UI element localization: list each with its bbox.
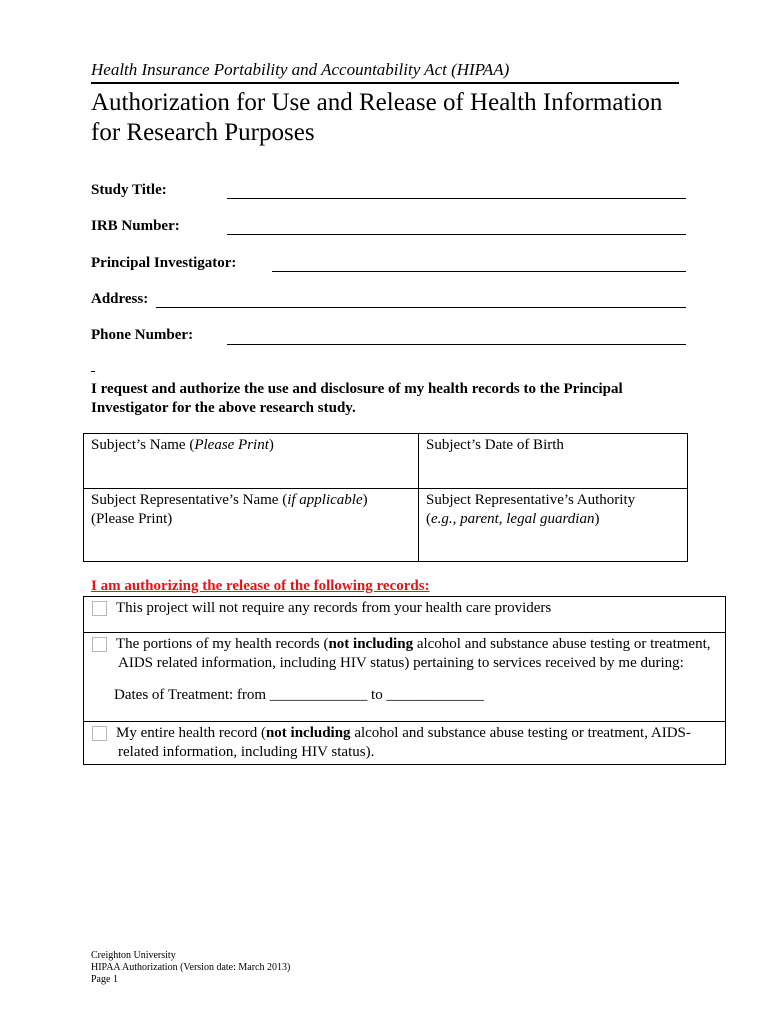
record-option-entire-label-end: alcohol and substance abuse testing or treatment, AIDS-	[350, 725, 691, 741]
irb-number-field[interactable]	[227, 234, 686, 235]
record-option-none-checkbox[interactable]	[92, 601, 107, 616]
study-title-label: Study Title:	[91, 182, 167, 198]
footer-version: HIPAA Authorization (Version date: March 2013)	[91, 962, 291, 973]
principal-investigator-label: Principal Investigator:	[91, 255, 237, 271]
address-label: Address:	[91, 291, 149, 307]
representative-authority-label: Subject Representative’s Authority	[426, 492, 636, 508]
record-option-entire-label-line-2: related information, including HIV status).	[118, 744, 375, 760]
record-option-entire-label-start: My entire health record (	[116, 725, 266, 741]
authorization-statement	[91, 380, 691, 418]
phone-number-label: Phone Number:	[91, 327, 194, 343]
representative-name-cell[interactable]: Subject Representative’s Name (if applicable) (Please Print)	[84, 489, 419, 562]
subject-name-instruction: Please Print	[194, 437, 269, 453]
record-option-entire-exclusion: not including	[265, 725, 351, 741]
record-option-portions-label-line-2: AIDS related information, including HIV status) pertaining to services received by me during:	[118, 655, 684, 671]
authorization-statement-line-2: Investigator for the above research study.	[91, 400, 356, 416]
study-title-field[interactable]	[227, 198, 686, 199]
page-title-line-2: for Research Purposes	[91, 119, 315, 146]
representative-authority-examples: e.g., parent, legal guardian	[431, 511, 595, 527]
record-option-entire	[84, 722, 725, 764]
footer-institution: Creighton University	[91, 950, 176, 961]
principal-investigator-field[interactable]	[272, 271, 686, 272]
page-title-line-1: Authorization for Use and Release of Health Information	[91, 89, 663, 116]
act-title: Health Insurance Portability and Accountability Act (HIPAA)	[91, 60, 510, 79]
dates-of-treatment-field[interactable]: Dates of Treatment: from _____________ to _____________	[114, 687, 484, 703]
record-option-none-label: This project will not require any records from your health care providers	[116, 600, 552, 616]
representative-authority-cell[interactable]: Subject Representative’s Authority (e.g., parent, legal guardian)	[419, 489, 688, 562]
title-rule	[91, 82, 679, 84]
footer-page-number: Page 1	[91, 974, 118, 985]
irb-number-label: IRB Number:	[91, 218, 180, 234]
subject-info-table	[83, 433, 688, 562]
record-option-portions-label-start: The portions of my health records (	[116, 636, 329, 652]
record-option-portions-exclusion: not including	[328, 636, 414, 652]
record-option-portions-checkbox[interactable]	[92, 637, 107, 652]
address-field[interactable]	[156, 307, 686, 308]
page-title	[91, 88, 711, 148]
records-heading: I am authorizing the release of the following records:	[91, 578, 430, 594]
record-option-portions-label-end: alcohol and substance abuse testing or treatment,	[413, 636, 711, 652]
authorization-statement-line-1: I request and authorize the use and disclosure of my health records to the Principal	[91, 381, 623, 397]
record-option-entire-checkbox[interactable]	[92, 726, 107, 741]
records-options	[83, 596, 726, 765]
record-option-none	[84, 597, 725, 633]
phone-number-field[interactable]	[227, 344, 686, 345]
representative-name-instruction: (Please Print)	[91, 511, 173, 527]
representative-name-condition: if applicable	[287, 492, 363, 508]
subject-name-label: Subject’s Name	[91, 437, 190, 453]
small-mark	[91, 371, 95, 372]
subject-name-cell[interactable]: Subject’s Name (Please Print)	[84, 434, 419, 489]
subject-dob-cell[interactable]	[419, 434, 688, 489]
subject-dob-label: Subject’s Date of Birth	[426, 437, 564, 453]
page-footer	[91, 950, 290, 986]
representative-name-label: Subject Representative’s Name	[91, 492, 283, 508]
record-option-portions	[84, 633, 725, 722]
